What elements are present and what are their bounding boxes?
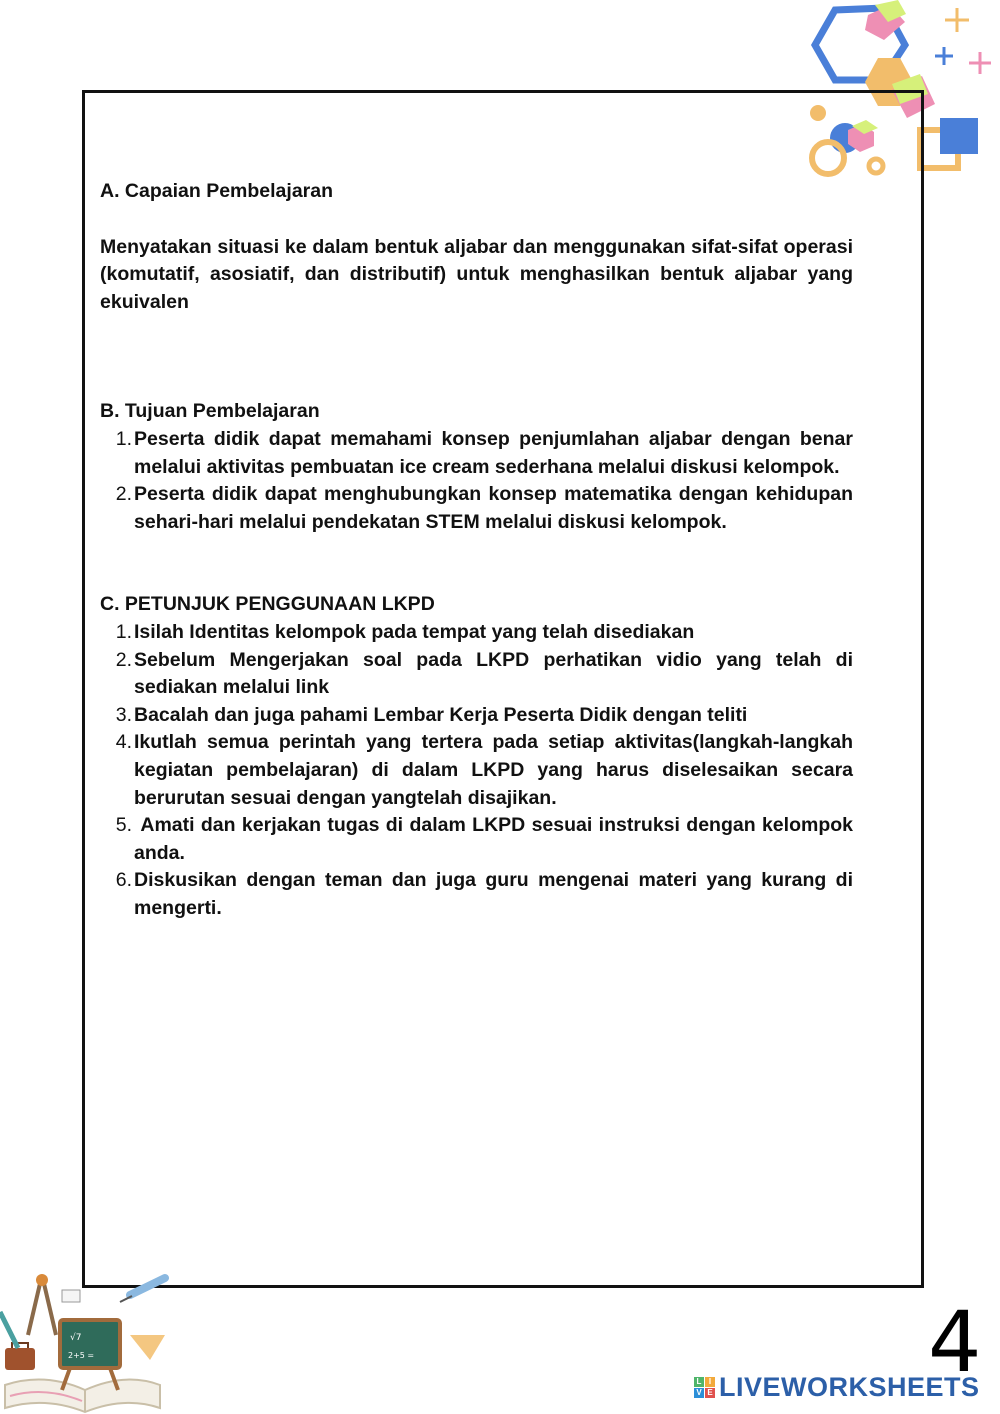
list-item-text: Bacalah dan juga pahami Lembar Kerja Peserta Didik dengan teliti (134, 703, 748, 726)
brand-name: LIVEWORKSHEETS (719, 1372, 980, 1402)
page-number: 4 (928, 1293, 982, 1391)
section-c-heading: C. PETUNJUK PENGGUNAAN LKPD (100, 593, 435, 616)
list-item-number: 3. (115, 703, 132, 726)
list-item (100, 867, 853, 922)
list-item (100, 702, 853, 730)
list-item (100, 619, 853, 647)
section-a-heading: A. Capaian Pembelajaran (100, 180, 334, 202)
list-item (100, 426, 853, 481)
list-item-text: Sebelum Mengerjakan soal pada LKPD perhatikan vidio yang telah di sediakan melalui link (134, 648, 853, 699)
list-item (100, 481, 853, 536)
svg-text:√7: √7 (70, 1333, 82, 1343)
list-item-text: Peserta didik dapat menghubungkan konsep matematika dengan kehidupan sehari-hari melalui pendekatan STEM melalui diskusi kelompok. (134, 483, 853, 533)
list-item-number: 1. (115, 427, 132, 450)
brand (694, 1372, 980, 1403)
list-item (100, 729, 853, 812)
section-c-list (100, 619, 859, 923)
list-item-number: 5. (115, 814, 132, 837)
list-item-text: Ikutlah semua perintah yang tertera pada setiap aktivitas(langkah-langkah kegiatan pembelajaran) di dalam LKPD yang harus diselesaikan secara berurutan sesuai dengan yangtelah disajikan. (134, 731, 853, 809)
section-a-body: Menyatakan situasi ke dalam bentuk aljabar dan menggunakan sifat-sifat operasi (komutatif, asosiatif, dan distributif) untuk menghasilkan bentuk aljabar yang ekuivalen (100, 235, 853, 313)
list-item-text: Amati dan kerjakan tugas di dalam LKPD sesuai instruksi dengan kelompok anda. (134, 814, 859, 864)
list-item-number: 6. (115, 869, 132, 892)
list-item-text: Peserta didik dapat memahami konsep penjumlahan aljabar dengan benar melalui aktivitas pembuatan ice cream sederhana melalui diskusi kelompok. (134, 427, 853, 478)
list-item-number: 1. (115, 620, 132, 643)
list-item-number: 2. (115, 648, 132, 671)
liveworksheets-logo-icon: L I V E (694, 1377, 715, 1398)
list-item-number: 4. (115, 731, 132, 754)
school-supplies-illustration-icon (0, 1260, 175, 1414)
list-item-text: Diskusikan dengan teman dan juga guru mengenai materi yang kurang di mengerti. (134, 869, 853, 919)
svg-text:2+5 =: 2+5 = (68, 1351, 95, 1360)
worksheet-content (100, 178, 859, 922)
section-b-heading: B. Tujuan Pembelajaran (100, 400, 320, 423)
list-item (100, 812, 859, 867)
list-item-number: 2. (115, 483, 132, 506)
section-b-list (100, 426, 853, 536)
list-item-text: Isilah Identitas kelompok pada tempat yang telah disediakan (134, 620, 695, 643)
list-item (100, 647, 853, 702)
